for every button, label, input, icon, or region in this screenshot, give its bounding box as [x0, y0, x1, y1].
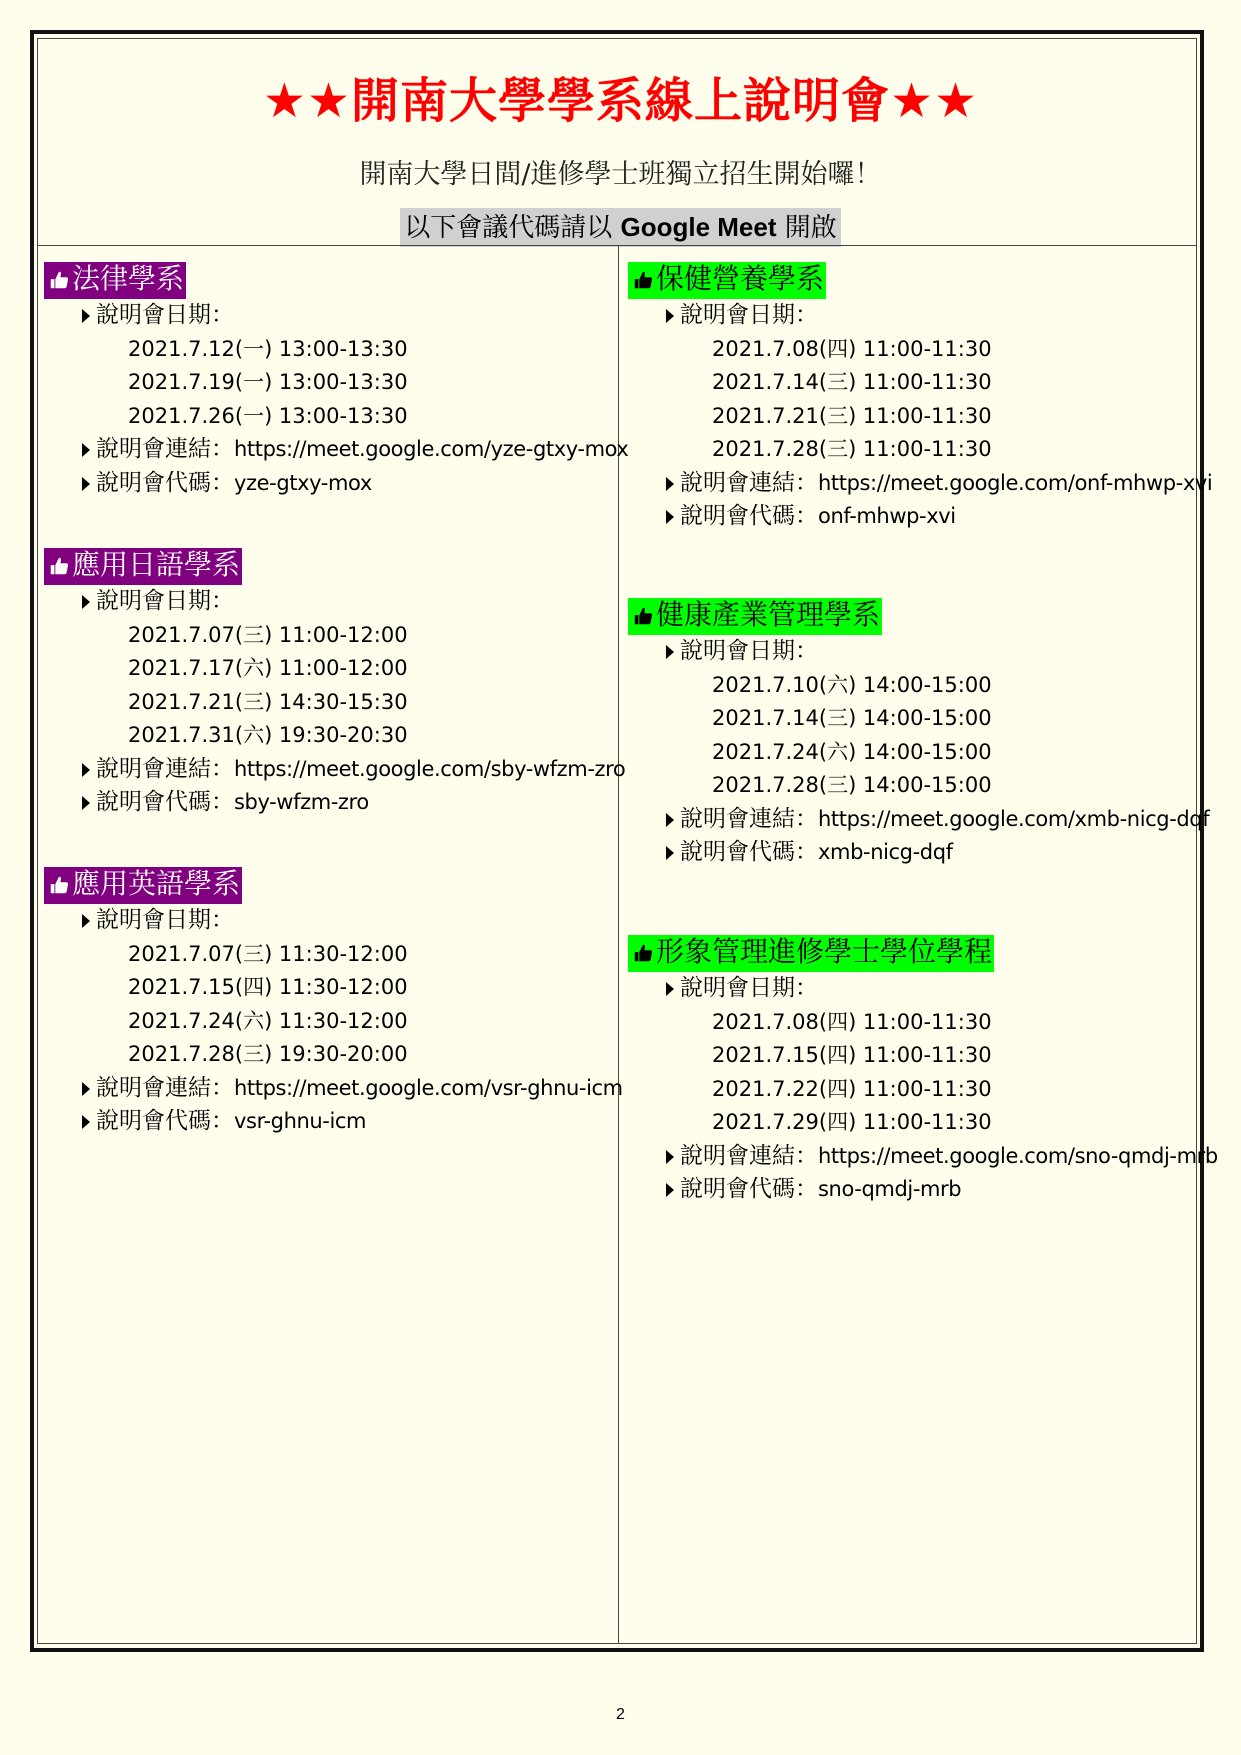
session-date: 2021.7.12(一) 13:00-13:30: [128, 336, 408, 361]
session-date: 2021.7.24(六) 14:00-15:00: [712, 739, 992, 764]
session-date: 2021.7.24(六) 11:30-12:00: [128, 1008, 408, 1033]
triangle-bullet-icon: [666, 645, 674, 659]
triangle-bullet-icon: [82, 1082, 90, 1096]
pointing-hand-icon: [632, 265, 654, 299]
department-title: [628, 262, 826, 299]
link-label: 說明會連結：: [680, 805, 818, 832]
link-row: [44, 433, 628, 467]
date-label: 說明會日期：: [680, 302, 818, 328]
pointing-hand-icon: [632, 938, 654, 972]
session-date: 2021.7.07(三) 11:30-12:00: [128, 941, 408, 966]
page-title: ★★開南大學學系線上說明會★★: [262, 73, 979, 129]
department-title: [44, 548, 242, 585]
date-list: [628, 1006, 1218, 1140]
meeting-link[interactable]: https://meet.google.com/sby-wfzm-zro: [234, 756, 626, 781]
link-row: [628, 803, 1209, 837]
department-section-4: [628, 262, 1212, 534]
link-label: 說明會連結：: [96, 436, 234, 462]
link-row: [44, 1072, 623, 1106]
code-label: 說明會代碼：: [96, 469, 234, 496]
page-number: 2: [616, 1706, 625, 1723]
code-label: 說明會代碼：: [680, 839, 818, 865]
meeting-code: onf-mhwp-xvi: [818, 504, 956, 528]
code-label: 說明會代碼：: [680, 503, 818, 529]
date-list: [44, 619, 625, 753]
pointing-hand-icon: [632, 601, 654, 635]
department-title: [628, 935, 994, 972]
date-heading-row: [44, 585, 625, 619]
meeting-code: yze-gtxy-mox: [234, 470, 372, 495]
notice-suffix: 開啟: [776, 213, 837, 243]
meet-notice: [400, 208, 841, 247]
triangle-bullet-icon: [82, 1115, 90, 1129]
page-subtitle: 開南大學日間/進修學士班獨立招生開始囉！: [359, 159, 882, 190]
department-name: 形象管理進修學士學位學程: [656, 935, 993, 968]
date-heading-row: [44, 299, 628, 333]
code-row: [44, 467, 628, 501]
department-section-1: [44, 262, 628, 500]
date-list: [628, 333, 1212, 467]
code-row: [628, 836, 1209, 870]
link-row: [628, 467, 1212, 501]
triangle-bullet-icon: [666, 1150, 674, 1164]
triangle-bullet-icon: [82, 763, 90, 777]
date-heading-row: [628, 972, 1218, 1006]
department-title: [628, 598, 882, 635]
link-label: 說明會連結：: [680, 469, 818, 496]
pointing-hand-icon: [48, 551, 70, 585]
department-title: [44, 262, 186, 299]
code-label: 說明會代碼：: [680, 1176, 818, 1202]
triangle-bullet-icon: [82, 595, 90, 609]
session-date: 2021.7.31(六) 19:30-20:30: [128, 723, 408, 747]
date-label: 說明會日期：: [96, 588, 234, 614]
notice-app-name: Google Meet: [620, 212, 777, 242]
link-row: [44, 753, 625, 787]
triangle-bullet-icon: [666, 477, 674, 491]
department-section-6: [628, 935, 1218, 1207]
session-date: 2021.7.07(三) 11:00-12:00: [128, 622, 408, 647]
triangle-bullet-icon: [82, 477, 90, 491]
department-name: 應用日語學系: [72, 548, 241, 581]
department-title: [44, 867, 242, 904]
notice-prefix: 以下會議代碼請以: [404, 213, 621, 243]
code-row: [44, 786, 625, 820]
session-date: 2021.7.19(一) 13:00-13:30: [128, 370, 408, 394]
department-name: 應用英語學系: [72, 867, 241, 900]
department-section-5: [628, 598, 1209, 870]
session-date: 2021.7.21(三) 11:00-11:30: [712, 403, 992, 428]
link-row: [628, 1140, 1218, 1174]
session-date: 2021.7.29(四) 11:00-11:30: [712, 1110, 992, 1134]
session-date: 2021.7.15(四) 11:00-11:30: [712, 1043, 992, 1067]
date-list: [44, 333, 628, 434]
date-list: [628, 669, 1209, 803]
session-date: 2021.7.28(三) 14:00-15:00: [712, 773, 992, 797]
triangle-bullet-icon: [82, 443, 90, 457]
meeting-code: xmb-nicg-dqf: [818, 840, 953, 864]
meeting-link[interactable]: https://meet.google.com/onf-mhwp-xvi: [818, 470, 1213, 495]
triangle-bullet-icon: [82, 914, 90, 928]
session-date: 2021.7.14(三) 11:00-11:30: [712, 370, 992, 394]
triangle-bullet-icon: [666, 982, 674, 996]
session-date: 2021.7.22(四) 11:00-11:30: [712, 1076, 992, 1101]
date-label: 說明會日期：: [96, 302, 234, 328]
pointing-hand-icon: [48, 870, 70, 904]
meeting-code: sno-qmdj-mrb: [818, 1177, 962, 1201]
date-list: [44, 938, 623, 1072]
date-heading-row: [44, 904, 623, 938]
triangle-bullet-icon: [82, 309, 90, 323]
department-section-3: [44, 867, 623, 1139]
header-divider: [37, 245, 1197, 246]
department-section-2: [44, 548, 625, 820]
triangle-bullet-icon: [666, 846, 674, 860]
code-label: 說明會代碼：: [96, 1108, 234, 1134]
date-heading-row: [628, 299, 1212, 333]
meeting-code: vsr-ghnu-icm: [234, 1109, 367, 1133]
date-heading-row: [628, 635, 1209, 669]
triangle-bullet-icon: [666, 510, 674, 524]
session-date: 2021.7.28(三) 11:00-11:30: [712, 437, 992, 461]
session-date: 2021.7.08(四) 11:00-11:30: [712, 336, 992, 361]
meeting-link[interactable]: https://meet.google.com/vsr-ghnu-icm: [234, 1075, 623, 1100]
session-date: 2021.7.26(一) 13:00-13:30: [128, 403, 408, 428]
triangle-bullet-icon: [82, 796, 90, 810]
session-date: 2021.7.17(六) 11:00-12:00: [128, 656, 408, 680]
date-label: 說明會日期：: [680, 638, 818, 664]
pointing-hand-icon: [48, 265, 70, 299]
meeting-link[interactable]: https://meet.google.com/sno-qmdj-mrb: [818, 1143, 1218, 1168]
link-label: 說明會連結：: [96, 755, 234, 782]
code-label: 說明會代碼：: [96, 789, 234, 815]
session-date: 2021.7.10(六) 14:00-15:00: [712, 672, 992, 697]
session-date: 2021.7.28(三) 19:30-20:00: [128, 1042, 408, 1066]
session-date: 2021.7.15(四) 11:30-12:00: [128, 975, 408, 999]
code-row: [628, 500, 1212, 534]
department-name: 保健營養學系: [656, 262, 825, 295]
date-label: 說明會日期：: [96, 907, 234, 933]
link-label: 說明會連結：: [96, 1074, 234, 1101]
department-name: 法律學系: [72, 262, 185, 295]
department-name: 健康產業管理學系: [656, 598, 881, 631]
meeting-link[interactable]: https://meet.google.com/yze-gtxy-mox: [234, 437, 629, 461]
session-date: 2021.7.21(三) 14:30-15:30: [128, 689, 408, 714]
triangle-bullet-icon: [666, 1183, 674, 1197]
meeting-code: sby-wfzm-zro: [234, 790, 369, 814]
triangle-bullet-icon: [666, 813, 674, 827]
session-date: 2021.7.14(三) 14:00-15:00: [712, 706, 992, 730]
link-label: 說明會連結：: [680, 1142, 818, 1169]
meeting-link[interactable]: https://meet.google.com/xmb-nicg-dqf: [818, 806, 1210, 831]
session-date: 2021.7.08(四) 11:00-11:30: [712, 1009, 992, 1034]
code-row: [628, 1173, 1218, 1207]
triangle-bullet-icon: [666, 309, 674, 323]
code-row: [44, 1105, 623, 1139]
date-label: 說明會日期：: [680, 975, 818, 1001]
